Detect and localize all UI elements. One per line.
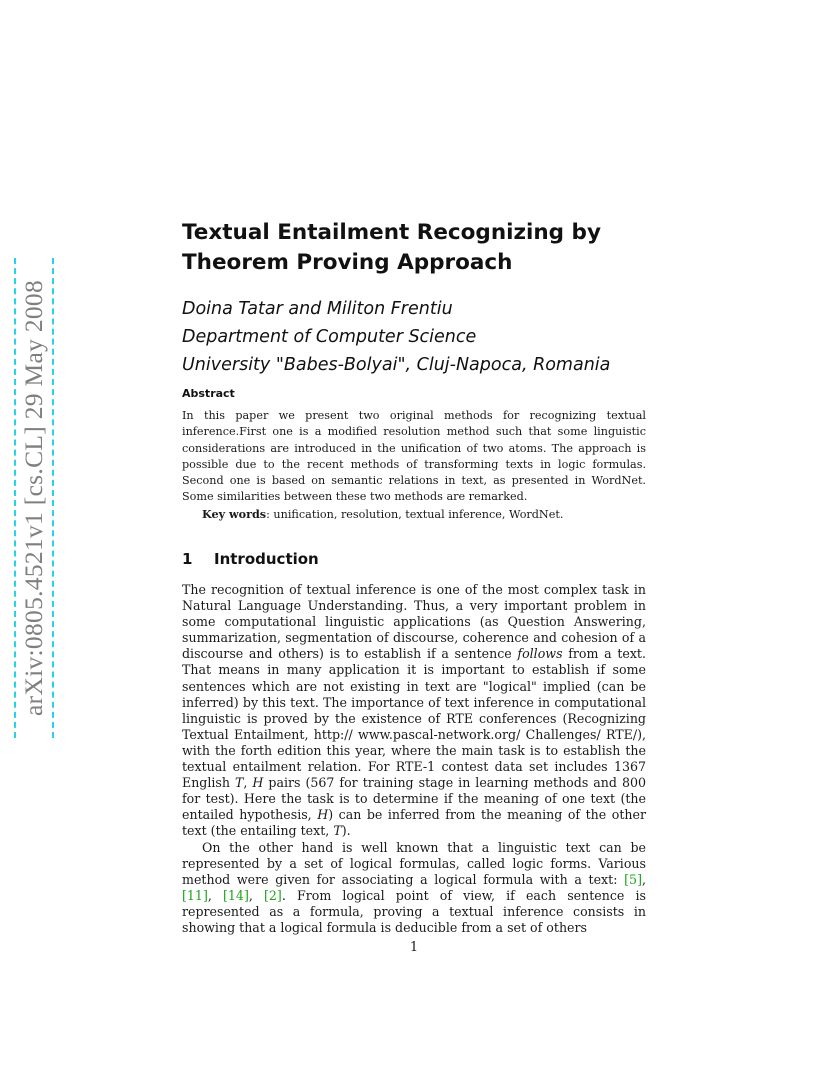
section-number: 1 [182,550,193,568]
author-university: University "Babes-Bolyai", Cluj-Napoca, Romania [182,355,611,375]
section-heading [182,550,319,568]
citation-link[interactable]: [2] [264,887,282,903]
keywords-line [182,506,646,523]
section-body [182,582,646,936]
math-var: H [317,807,329,823]
text-run: . From logical point of view, if each sentence is represented as a formula, proving a textual inference consists in showing that a logical formula is deducible from a set of others [182,887,646,935]
text-run: ). [341,823,351,839]
text-run: The recognition of textual inference is one of the most complex task in Natural Language Understanding. Thus, a very important problem in some computational linguistic applications (as Question Answering, summarization, segmentation of discourse, coherence and cohesion of a discourse and others) is to establish if a sentence [182,582,646,662]
section-title: Introduction [214,550,319,568]
text-run: , [641,871,646,887]
abstract-text: In this paper we present two original methods for recognizing textual inference.First one is a modified resolution method such that some linguistic considerations are introduced in the unification of two atoms. The approach is possible due to the recent methods of transforming texts in logic formulas. Second one is based on semantic relations in text, as presented in WordNet. Some similarities between these two methods are remarked. [182,409,646,504]
text-run: , [248,887,264,903]
text-run: from a text. That means in many application it is important to establish if some sentences which are not existing in text are "logical" implied (can be inferred) by this text. The importance of text inference in computational linguistic is proved by the existence of RTE conferences (Recognizing Textual Entailment, http:// www.pascal-network.org/ Challenges/ RTE/), with the forth edition this year, where the main task is to establish the textual entailment relation. For RTE-1 contest data set includes 1367 English [182,646,646,791]
author-department: Department of Computer Science [182,327,477,347]
text-run: On the other hand is well known that a linguistic text can be represented by a set of logical formulas, called logic forms. Various method were given for associating a logical formula with a text: [182,839,646,887]
keywords-list: : unification, resolution, textual inference, WordNet. [266,507,564,521]
citation-link[interactable]: [14] [223,887,249,903]
abstract-heading: Abstract [182,387,235,400]
math-var: H [252,775,264,791]
text-run: ) can be inferred from the meaning of the other text (the entailing text, [182,807,646,839]
author-names: Doina Tatar and Militon Frentiu [182,299,453,319]
math-var: T [235,775,244,791]
text-run: , [207,887,223,903]
emphasis: follows [517,646,563,662]
paragraph-1 [182,582,646,840]
text-run: pairs (567 for training stage in learning methods and 800 for test). Here the task is to determine if the meaning of one text (the entailed hypothesis, [182,775,647,823]
citation-link[interactable]: [11] [182,887,208,903]
arxiv-stamp: arXiv:0805.4521v1 [cs.CL] 29 May 2008 [19,279,48,717]
page-number: 1 [409,940,419,955]
text-run: , [243,775,253,791]
keywords-label: Key words [202,506,267,521]
title-line-1: Textual Entailment Recognizing by [182,220,601,245]
title-line-2: Theorem Proving Approach [182,250,513,275]
math-var: T [333,823,342,839]
paper-title [182,218,682,278]
paragraph-2 [182,840,646,937]
abstract-body [182,408,646,523]
citation-link[interactable]: [5] [624,871,642,887]
author-block [182,295,702,379]
